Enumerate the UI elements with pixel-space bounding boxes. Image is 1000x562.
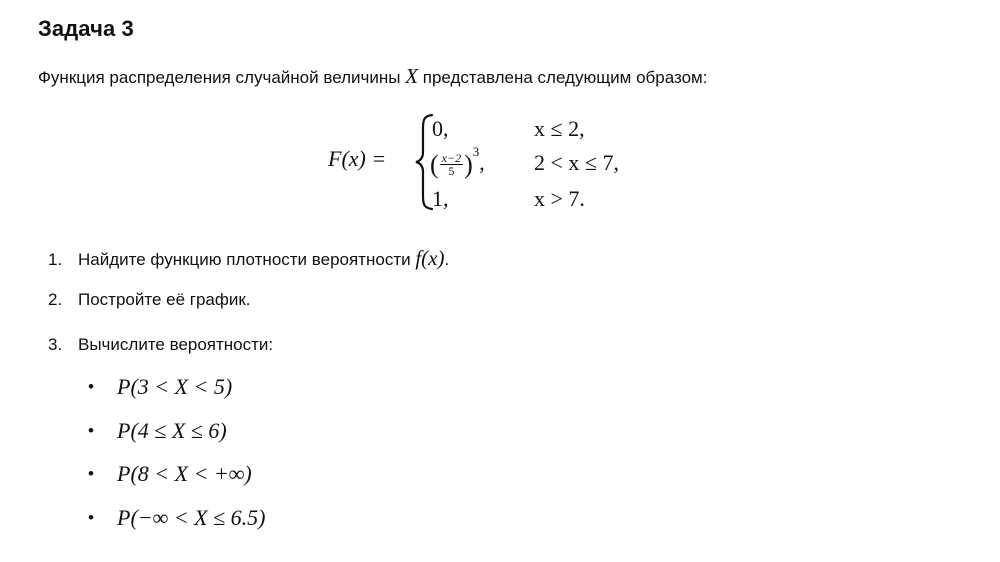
task-item-3 xyxy=(48,335,273,355)
case-2-exponent: 3 xyxy=(472,144,480,159)
bullet-icon: • xyxy=(88,464,94,483)
distribution-function-formula xyxy=(328,112,658,212)
intro-text-before: Функция распределения случайной величины xyxy=(38,68,406,87)
probability-expression: P(4 ≤ X ≤ 6) xyxy=(117,418,227,443)
case-3-condition: x > 7. xyxy=(534,186,585,211)
task-math: f(x) xyxy=(415,246,445,270)
case-2-value xyxy=(430,144,485,180)
task-number: 3. xyxy=(48,335,63,354)
probability-expression: P(−∞ < X ≤ 6.5) xyxy=(117,505,266,530)
probability-item-3 xyxy=(88,461,252,487)
random-variable-symbol: X xyxy=(405,64,419,88)
bullet-icon: • xyxy=(88,377,94,396)
page-title: Задача 3 xyxy=(38,16,134,41)
task-text: Найдите функцию плотности вероятности xyxy=(78,250,416,269)
probability-expression: P(8 < X < +∞) xyxy=(117,461,252,486)
case-2-comma: , xyxy=(479,150,485,175)
task-number: 1. xyxy=(48,250,63,269)
probability-item-2 xyxy=(88,418,227,444)
bullet-icon: • xyxy=(88,421,94,440)
task-text: Вычислите вероятности: xyxy=(78,335,274,354)
probability-expression: P(3 < X < 5) xyxy=(117,374,233,399)
task-number: 2. xyxy=(48,290,63,309)
case-1-value: 0, xyxy=(432,116,449,141)
task-tail: . xyxy=(444,250,450,269)
case-2-fraction xyxy=(440,152,463,177)
probability-item-4 xyxy=(88,505,265,531)
task-item-1 xyxy=(48,246,449,271)
case-2-condition: 2 < x ≤ 7, xyxy=(534,150,619,175)
case-1-condition: x ≤ 2, xyxy=(534,116,585,141)
formula-lhs xyxy=(328,146,386,172)
case-3-value: 1, xyxy=(432,186,449,211)
intro-paragraph xyxy=(38,64,707,89)
task-item-2 xyxy=(48,290,251,310)
bullet-icon: • xyxy=(88,508,94,527)
intro-text-after: представлена следующим образом: xyxy=(418,68,708,87)
case-2-open-paren: ( xyxy=(430,149,439,179)
task-text: Постройте её график. xyxy=(78,290,251,309)
probability-item-1 xyxy=(88,374,232,400)
formula-lhs-text: F(x) = xyxy=(328,146,387,171)
fraction-numerator: x−2 xyxy=(441,151,462,166)
case-2-close-paren: ) xyxy=(464,149,473,179)
fraction-denominator: 5 xyxy=(448,164,455,179)
